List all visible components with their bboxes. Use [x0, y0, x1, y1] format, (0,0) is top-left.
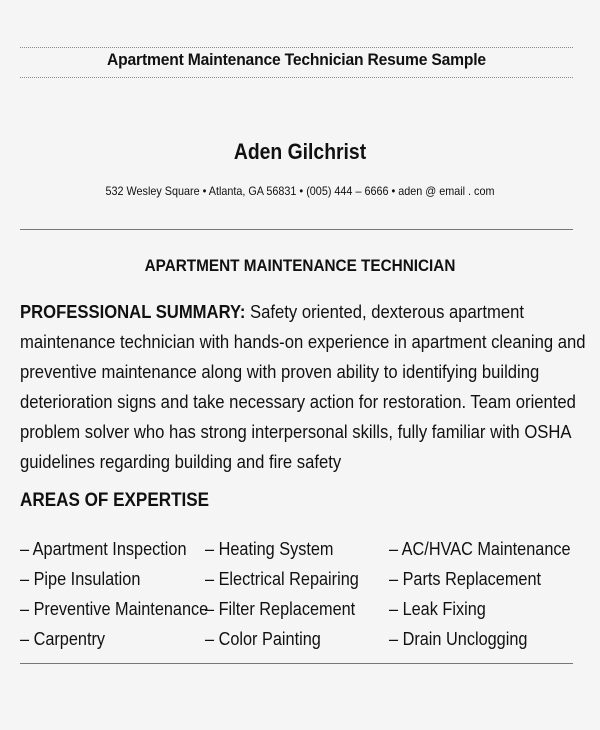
footer-divider [20, 663, 573, 664]
expertise-item: – Filter Replacement [205, 598, 356, 619]
summary-line [20, 297, 578, 327]
expertise-column-1 [20, 534, 208, 654]
expertise-item: – Apartment Inspection [20, 538, 187, 559]
expertise-item: – Electrical Repairing [205, 568, 359, 589]
summary-line: maintenance technician with hands-on experience in apartment cleaning and [20, 331, 586, 352]
summary-line: problem solver who has strong interpersonal skills, fully familiar with OSHA [20, 421, 572, 442]
document-title: Apartment Maintenance Technician Resume Sample [107, 50, 486, 69]
position-heading: APARTMENT MAINTENANCE TECHNICIAN [144, 256, 456, 275]
summary-line: deterioration signs and take necessary action for restoration. Team oriented [20, 391, 576, 412]
expertise-column-2 [205, 534, 359, 654]
expertise-item: – AC/HVAC Maintenance [389, 538, 571, 559]
expertise-item: – Leak Fixing [389, 598, 486, 619]
contact-line: 532 Wesley Square • Atlanta, GA 56831 • (005) 444 – 6666 • aden @ email . com [105, 184, 495, 198]
summary-line: guidelines regarding building and fire safety [20, 451, 342, 472]
expertise-item: – Parts Replacement [389, 568, 542, 589]
expertise-item: – Heating System [205, 538, 334, 559]
title-top-divider [20, 47, 573, 48]
expertise-item: – Pipe Insulation [20, 568, 141, 589]
title-bottom-divider [20, 77, 573, 78]
expertise-item: – Preventive Maintenance [20, 598, 209, 619]
expertise-heading: AREAS OF EXPERTISE [20, 490, 210, 511]
expertise-item: – Color Painting [205, 628, 321, 649]
expertise-item: – Drain Unclogging [389, 628, 528, 649]
expertise-item: – Carpentry [20, 628, 106, 649]
summary-line: preventive maintenance along with proven ability to identifying building [20, 361, 540, 382]
expertise-column-3 [389, 534, 571, 654]
candidate-name: Aden Gilchrist [233, 139, 367, 164]
header-divider [20, 229, 573, 230]
summary-label: PROFESSIONAL SUMMARY: [20, 301, 246, 322]
summary-text: Safety oriented, dexterous apartment [245, 301, 524, 322]
professional-summary [20, 297, 586, 477]
